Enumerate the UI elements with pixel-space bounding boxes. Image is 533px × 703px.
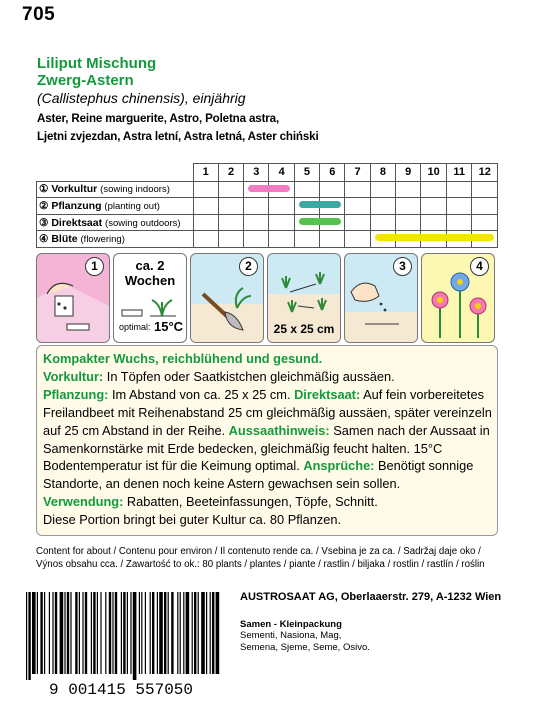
month-8: 8 bbox=[370, 164, 395, 182]
barcode-bar bbox=[145, 592, 146, 674]
row-label: ① Vorkultur bbox=[39, 183, 98, 196]
barcode-bar bbox=[133, 592, 137, 680]
barcode-bar bbox=[79, 592, 80, 674]
content-line1: Content for about / Contenu pour environ / Il contenuto rende ca. / Vsebina je za ca. / Sadržaj daje oko / bbox=[36, 546, 481, 557]
barcode-bar bbox=[32, 592, 36, 674]
pack-line1: Sementi, Nasiona, Mag, bbox=[240, 630, 342, 641]
latin-name-line bbox=[37, 90, 246, 106]
month-3: 3 bbox=[244, 164, 269, 182]
barcode-bar bbox=[216, 592, 220, 674]
sowing-outdoors-illustration bbox=[344, 253, 418, 343]
barcode-bar bbox=[139, 592, 140, 674]
translated-names-line1: Aster, Reine marguerite, Astro, Poletna astra, bbox=[37, 112, 280, 125]
calendar-row-vorkultur bbox=[37, 181, 498, 198]
planting-out-illustration bbox=[190, 253, 264, 343]
month-9: 9 bbox=[396, 164, 421, 182]
barcode-bar bbox=[121, 592, 122, 674]
barcode-bar bbox=[183, 592, 184, 674]
barcode-bar bbox=[100, 592, 101, 674]
calendar-row-direktsaat bbox=[37, 214, 498, 231]
barcode-bar bbox=[206, 592, 207, 674]
pack-title: Samen - Kleinpackung bbox=[240, 619, 342, 630]
spacing-label: 25 x 25 cm bbox=[273, 322, 335, 336]
latin-name: (Callistephus chinensis) bbox=[37, 90, 185, 106]
germination-illustration bbox=[113, 253, 187, 343]
month-2: 2 bbox=[218, 164, 243, 182]
barcode-bar bbox=[180, 592, 181, 674]
month-1: 1 bbox=[193, 164, 218, 182]
barcode-bar bbox=[186, 592, 190, 674]
barcode-bar bbox=[70, 592, 71, 674]
barcode-bar bbox=[194, 592, 196, 674]
step-number-3: 3 bbox=[393, 257, 412, 276]
vorkultur-paragraph: Vorkultur: In Töpfen oder Saatkistchen gleichmäßig aussäen. bbox=[43, 368, 395, 384]
barcode-bar bbox=[37, 592, 38, 674]
optimal-label: optimal: bbox=[119, 322, 151, 332]
month-11: 11 bbox=[446, 164, 472, 182]
barcode-bar bbox=[168, 592, 169, 674]
barcode-bar bbox=[60, 592, 64, 674]
row-english: (sowing outdoors) bbox=[105, 217, 181, 229]
barcode-bar bbox=[105, 592, 106, 674]
barcode-bar bbox=[97, 592, 98, 674]
barcode-bar bbox=[115, 592, 117, 674]
optimal-temperature: 15°C bbox=[154, 319, 184, 334]
barcode-bar bbox=[130, 592, 131, 674]
barcode-bar bbox=[177, 592, 178, 674]
company-address: AUSTROSAAT AG, Oberlaaerstr. 279, A-1232 Wien bbox=[240, 591, 502, 603]
packet-number: 705 bbox=[22, 4, 56, 25]
flowering-illustration bbox=[421, 253, 495, 343]
row-english: (planting out) bbox=[104, 201, 160, 213]
barcode-bar bbox=[67, 592, 69, 674]
germination-time-line2: Wochen bbox=[124, 273, 176, 288]
translated-names-line2: Ljetni zvjezdan, Astra letní, Astra letná, Aster chiński bbox=[37, 130, 319, 143]
barcode-bar bbox=[109, 592, 111, 674]
pack-line2: Semena, Sjeme, Seme, Osivo. bbox=[240, 641, 370, 653]
barcode-bar bbox=[28, 592, 30, 680]
step-number-1: 1 bbox=[85, 257, 104, 276]
month-10: 10 bbox=[421, 164, 447, 182]
plant-name: Zwerg-Astern bbox=[37, 72, 134, 89]
barcode-bar bbox=[210, 592, 211, 674]
barcode-bar bbox=[49, 592, 50, 674]
barcode-bar bbox=[52, 592, 53, 674]
month-7: 7 bbox=[345, 164, 370, 182]
barcode bbox=[14, 588, 228, 698]
barcode-bar bbox=[152, 592, 154, 674]
sowing-calendar bbox=[36, 163, 498, 248]
content-note bbox=[36, 545, 501, 571]
barcode-bar bbox=[212, 592, 214, 674]
month-5: 5 bbox=[294, 164, 319, 182]
calendar-row-pflanzung bbox=[37, 198, 498, 215]
row-label: ③ Direktsaat bbox=[39, 216, 103, 229]
calendar-month-header bbox=[37, 164, 498, 182]
life-cycle: , einjährig bbox=[184, 90, 246, 106]
barcode-bar bbox=[127, 592, 128, 674]
variety-name: Liliput Mischung bbox=[37, 55, 157, 72]
content-line2: Výnos obsahu cca. / Zawartość to ok.: 80 plants / plantes / piante / rastlin / biljaka / rostlin / rastlín / roślin bbox=[36, 559, 485, 570]
verwendung-paragraph: Verwendung: Rabatten, Beeteinfassungen, Töpfe, Schnitt. bbox=[43, 494, 378, 510]
barcode-bar bbox=[159, 592, 163, 674]
barcode-bar bbox=[112, 592, 113, 674]
month-4: 4 bbox=[269, 164, 294, 182]
portion-note: Diese Portion bringt bei guter Kultur ca. 80 Pflanzen. bbox=[43, 512, 342, 528]
barcode-digits: 9 001415 557050 bbox=[48, 681, 194, 698]
calendar-row-bluete bbox=[37, 231, 498, 248]
month-6: 6 bbox=[320, 164, 345, 182]
row-label: ④ Blüte bbox=[39, 233, 78, 246]
sowing-indoors-illustration bbox=[36, 253, 110, 343]
barcode-bar bbox=[141, 592, 142, 674]
step-number-4: 4 bbox=[470, 257, 489, 276]
barcode-bar bbox=[64, 592, 65, 674]
barcode-bar bbox=[201, 592, 205, 674]
barcode-bar bbox=[26, 592, 27, 680]
row-english: (flowering) bbox=[80, 234, 125, 246]
barcode-bar bbox=[44, 592, 45, 674]
month-12: 12 bbox=[472, 164, 498, 182]
barcode-bar bbox=[171, 592, 173, 674]
barcode-bar bbox=[123, 592, 125, 674]
growing-instructions-box bbox=[36, 345, 498, 536]
barcode-bar bbox=[40, 592, 42, 674]
barcode-bar bbox=[82, 592, 83, 674]
barcode-bar bbox=[198, 592, 199, 674]
seedling-icon bbox=[114, 290, 186, 320]
barcode-bar bbox=[164, 592, 166, 674]
barcode-bar bbox=[91, 592, 92, 674]
germination-time-line1: ca. 2 bbox=[135, 258, 165, 273]
step-number-2: 2 bbox=[239, 257, 258, 276]
barcode-bar bbox=[157, 592, 158, 674]
barcode-bar bbox=[85, 592, 87, 674]
barcode-bar bbox=[93, 592, 95, 674]
barcode-bar bbox=[55, 592, 57, 674]
spacing-illustration bbox=[267, 253, 341, 343]
barcode-bar bbox=[150, 592, 151, 674]
row-label: ② Pflanzung bbox=[39, 200, 102, 213]
row-english: (sowing indoors) bbox=[100, 184, 170, 196]
headline: Kompakter Wuchs, reichblühend und gesund. bbox=[43, 351, 323, 366]
barcode-bar bbox=[75, 592, 77, 674]
pflanzung-paragraph: Pflanzung: Im Abstand von ca. 25 x 25 cm. Direktsaat: Auf fein vorbereitetes Freilandbeet mit Reihenabstand 25 cm gleichmäßig aussäen, später vereinzeln auf 25 cm Abstand in der Reihe. Aussaathinweis: Samen nach der Aussaat in Samenkornstärke mit Erde bedecken, gleichmäßig feucht halten. 15°C Bodentemperatur ist für die Keimung optimal. Ansprüche: Benötigt sonnige Standorte, an denen noch keine Astern gewachsen sein sollen. bbox=[43, 386, 492, 492]
barcode-bar bbox=[192, 592, 193, 674]
pack-description bbox=[240, 630, 440, 653]
